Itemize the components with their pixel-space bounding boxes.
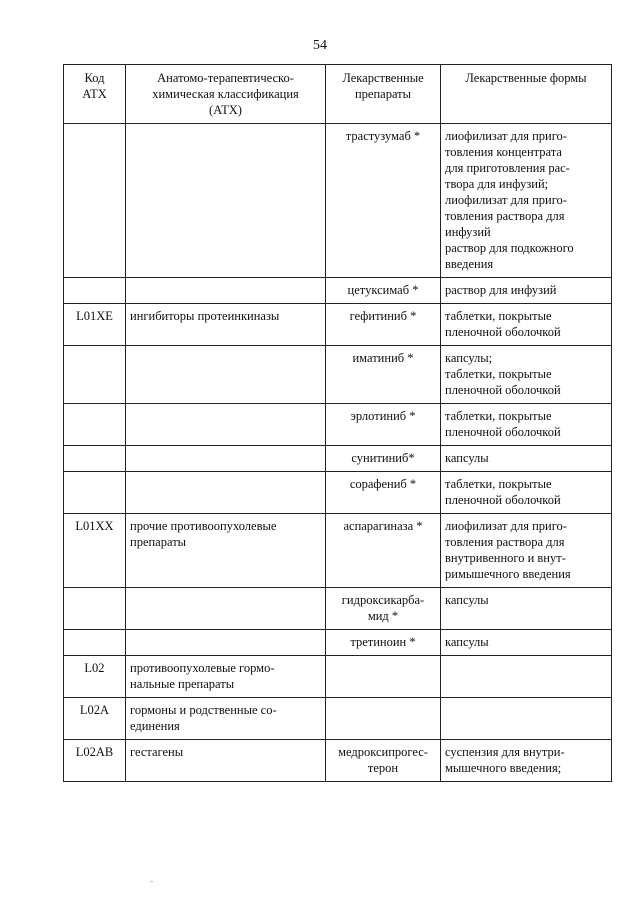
dosage-form-cell-line: таблетки, покрытые: [445, 409, 552, 423]
header-classification: [126, 65, 326, 124]
drug-cell-line: трастузумаб *: [345, 129, 421, 143]
dosage-form-cell: [441, 514, 612, 588]
dosage-form-cell-line: таблетки, покрытые: [445, 309, 552, 323]
atx-code-cell: L01XE: [64, 304, 126, 346]
classification-cell: [126, 472, 326, 514]
dosage-form-cell: [441, 472, 612, 514]
table-row: [64, 446, 612, 472]
dosage-form-cell-line: капсулы: [445, 593, 489, 607]
drug-cell: [326, 698, 441, 740]
drug-cell-line: терон: [367, 761, 399, 775]
dosage-form-cell-line: пленочной оболочкой: [445, 325, 561, 339]
drug-cell: [326, 472, 441, 514]
atx-code-cell: [64, 446, 126, 472]
scan-speck: [150, 881, 153, 882]
atx-code-cell: L02A: [64, 698, 126, 740]
dosage-form-cell: [441, 740, 612, 782]
dosage-form-cell-line: таблетки, покрытые: [445, 477, 552, 491]
header-code-line: Код: [84, 71, 105, 85]
dosage-form-cell-line: пленочной оболочкой: [445, 425, 561, 439]
dosage-form-cell: [441, 124, 612, 278]
atx-code-cell: [64, 346, 126, 404]
classification-cell-line: единения: [130, 719, 180, 733]
classification-cell-line: прочие противоопухолевые: [130, 519, 277, 533]
dosage-form-cell-line: таблетки, покрытые: [445, 367, 552, 381]
classification-cell: [126, 656, 326, 698]
drug-cell-line: эрлотиниб *: [350, 409, 416, 423]
dosage-form-cell-line: введения: [445, 257, 494, 271]
table-row: [64, 740, 612, 782]
dosage-form-cell: [441, 698, 612, 740]
table-row: [64, 472, 612, 514]
dosage-form-cell-line: пленочной оболочкой: [445, 383, 561, 397]
drug-cell: [326, 588, 441, 630]
drug-cell-line: иматиниб *: [352, 351, 414, 365]
table-row: [64, 698, 612, 740]
header-classification-line: Анатомо-терапевтическо-: [157, 71, 294, 85]
drug-cell-line: сунитиниб*: [351, 451, 415, 465]
header-drugs-line: Лекарственные: [342, 71, 424, 85]
drug-cell: [326, 656, 441, 698]
dosage-form-cell-line: капсулы;: [445, 351, 493, 365]
table-row: [64, 656, 612, 698]
atx-code-cell: [64, 278, 126, 304]
header-code: [64, 65, 126, 124]
drug-cell-line: цетуксимаб *: [347, 283, 419, 297]
table-row: [64, 124, 612, 278]
classification-cell-line: гестагены: [130, 745, 184, 759]
dosage-form-cell-line: лиофилизат для приго-: [445, 129, 567, 143]
dosage-form-cell-line: товления концентрата: [445, 145, 562, 159]
table-row: [64, 404, 612, 446]
table-row: [64, 514, 612, 588]
table-row: [64, 346, 612, 404]
classification-cell: [126, 740, 326, 782]
dosage-form-cell-line: мышечного введения;: [445, 761, 562, 775]
classification-cell: [126, 698, 326, 740]
drug-cell-line: третиноин *: [350, 635, 416, 649]
atx-code-cell: L02: [64, 656, 126, 698]
header-drugs-line: препараты: [354, 87, 412, 101]
drug-cell: [326, 346, 441, 404]
dosage-form-cell-line: внутривенного и внут-: [445, 551, 566, 565]
header-classification-line: (АТХ): [209, 103, 242, 117]
classification-cell: [126, 446, 326, 472]
atx-code-cell: [64, 404, 126, 446]
dosage-form-cell-line: суспензия для внутри-: [445, 745, 565, 759]
dosage-form-cell-line: инфузий: [445, 225, 491, 239]
dosage-form-cell-line: римышечного введения: [445, 567, 571, 581]
classification-cell-line: противоопухолевые гормо-: [130, 661, 275, 675]
table-header-row: [64, 65, 612, 124]
atx-code-cell: L01XX: [64, 514, 126, 588]
dosage-form-cell: [441, 346, 612, 404]
classification-cell: [126, 630, 326, 656]
drug-cell: [326, 124, 441, 278]
atx-code-cell: L02AB: [64, 740, 126, 782]
dosage-form-cell-line: товления раствора для: [445, 535, 565, 549]
dosage-form-cell-line: твора для инфузий;: [445, 177, 549, 191]
table-row: [64, 304, 612, 346]
dosage-form-cell-line: раствор для подкожного: [445, 241, 574, 255]
drug-cell-line: мид *: [367, 609, 399, 623]
atx-code-cell: [64, 588, 126, 630]
drug-cell-line: медроксипрогес-: [338, 745, 428, 759]
classification-cell: [126, 346, 326, 404]
classification-cell: [126, 278, 326, 304]
header-forms: [441, 65, 612, 124]
dosage-form-cell: [441, 278, 612, 304]
drug-cell: [326, 630, 441, 656]
drug-cell: [326, 404, 441, 446]
dosage-form-cell: [441, 656, 612, 698]
header-classification-line: химическая классификация: [152, 87, 299, 101]
drug-cell-line: гефитиниб *: [349, 309, 417, 323]
dosage-form-cell-line: раствор для инфузий: [445, 283, 557, 297]
classification-cell-line: гормоны и родственные со-: [130, 703, 277, 717]
classification-cell: [126, 304, 326, 346]
atx-code-cell: [64, 472, 126, 514]
classification-cell-line: препараты: [130, 535, 187, 549]
classification-cell: [126, 404, 326, 446]
header-forms-line: Лекарственные формы: [465, 71, 587, 85]
atx-code-cell: [64, 630, 126, 656]
classification-cell: [126, 124, 326, 278]
dosage-form-cell: [441, 630, 612, 656]
dosage-form-cell-line: пленочной оболочкой: [445, 493, 561, 507]
header-drugs: [326, 65, 441, 124]
drug-cell: [326, 304, 441, 346]
table-row: [64, 588, 612, 630]
drug-cell: [326, 740, 441, 782]
dosage-form-cell-line: лиофилизат для приго-: [445, 519, 567, 533]
dosage-form-cell: [441, 404, 612, 446]
dosage-form-cell-line: капсулы: [445, 451, 489, 465]
atx-code-cell: [64, 124, 126, 278]
dosage-form-cell-line: для приготовления рас-: [445, 161, 570, 175]
classification-cell: [126, 588, 326, 630]
drug-cell: [326, 514, 441, 588]
atx-drug-table: [63, 64, 612, 782]
page-number: 54: [313, 38, 327, 53]
table-row: [64, 278, 612, 304]
dosage-form-cell: [441, 588, 612, 630]
dosage-form-cell: [441, 304, 612, 346]
dosage-form-cell-line: капсулы: [445, 635, 489, 649]
drug-cell: [326, 278, 441, 304]
drug-cell: [326, 446, 441, 472]
table-row: [64, 630, 612, 656]
dosage-form-cell: [441, 446, 612, 472]
header-code-line: АТХ: [82, 87, 107, 101]
dosage-form-cell-line: товления раствора для: [445, 209, 565, 223]
classification-cell-line: ингибиторы протеинкиназы: [130, 309, 280, 323]
drug-cell-line: гидроксикарба-: [341, 593, 425, 607]
dosage-form-cell-line: лиофилизат для приго-: [445, 193, 567, 207]
table-body: [64, 124, 612, 782]
drug-cell-line: аспарагиназа *: [343, 519, 423, 533]
classification-cell-line: нальные препараты: [130, 677, 235, 691]
classification-cell: [126, 514, 326, 588]
drug-cell-line: сорафениб *: [349, 477, 417, 491]
